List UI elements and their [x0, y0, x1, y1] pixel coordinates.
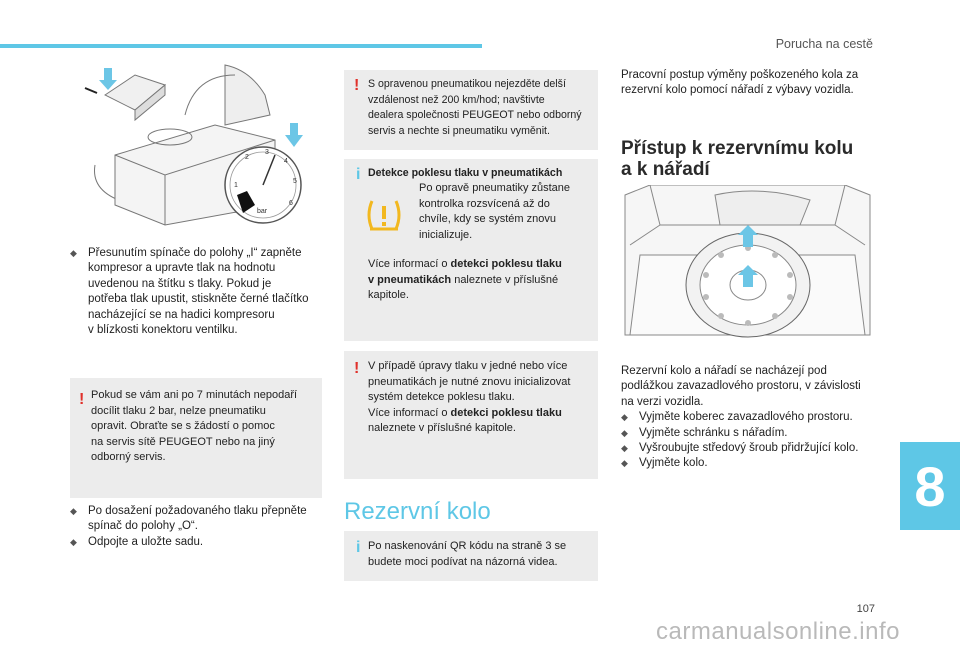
bullet-icon: ◆ — [621, 412, 628, 423]
bullet-icon: ◆ — [70, 248, 77, 258]
bullet-icon: ◆ — [621, 427, 628, 438]
bullet-icon: ◆ — [621, 443, 628, 454]
compressor-illustration — [75, 55, 325, 235]
section-heading: Přístup k rezervnímu kolu a k nářadí — [621, 138, 854, 180]
gauge-tick-label: 2 — [245, 154, 249, 161]
info-box-title: Detekce poklesu tlaku v pneumatikách — [368, 167, 563, 179]
gauge-tick-label: 1 — [234, 182, 238, 189]
bullet-icon: ◆ — [621, 458, 628, 469]
gauge-tick-label: 6 — [289, 200, 293, 207]
gauge-unit: bar — [257, 208, 268, 215]
info-box-qr: i Po naskenování QR kódu na straně 3 se budete moci podívat na názorná videa. — [344, 531, 598, 581]
arrow-down-icon — [290, 123, 298, 137]
arrow-up-icon — [743, 273, 753, 287]
gauge-tick-label: 4 — [284, 158, 288, 165]
alert-icon: ! — [354, 77, 360, 94]
arrow-down-icon — [104, 68, 112, 82]
warning-box: ! Pokud se vám ani po 7 minutách nepodaří docílit tlaku 2 bar, nelze pneumatiku opravit. Obraťte se s žádostí o pomoc na servis sítě PEUGEOT nebo na jiný odborný servis. — [70, 378, 322, 498]
watermark: carmanualsonline.info — [656, 618, 900, 645]
bullet-icon: ◆ — [70, 536, 77, 547]
warning-box: ! S opravenou pneumatikou nejezděte delší vzdálenost než 200 km/hod; navštivte dealera společnosti PEUGEOT nebo odborný servis a nechte si pneumatiku vyměnit. — [344, 70, 598, 150]
spare-wheel-illustration — [620, 185, 875, 345]
tire-pressure-warning-icon — [364, 195, 404, 235]
info-box-pressure-detection: i Detekce poklesu tlaku v pneumatikách Po opravě pneumatiky zůstane kontrolka rozsvícená až do chvíle, kdy se systém znovu inicializuje. Více informací o detekci poklesu tlaku v pneumatikách naleznete v příslušné kapitole. — [344, 159, 598, 341]
alert-icon: ! — [79, 391, 85, 408]
instruction-switch-off: ◆ Po dosažení požadovaného tlaku přepněte spínač do polohy „O“. ◆ Odpojte a uložte sadu. — [70, 504, 330, 550]
warning-box: ! V případě úpravy tlaku v jedné nebo více pneumatikách je nutné znovu inicializovat systém detekce poklesu tlaku. Více informací o detekci poklesu tlaku naleznete v příslušné kapitole. — [344, 351, 598, 479]
chapter-title: Porucha na cestě — [775, 37, 873, 51]
page-number: 107 — [856, 603, 875, 615]
section-title: Rezervní kolo — [344, 498, 491, 525]
arrow-up-icon — [743, 233, 753, 247]
spare-wheel-paragraph: Rezervní kolo a nářadí se nacházejí pod podlážkou zavazadlového prostoru, v závislosti na verzi vozidla. ◆ Vyjměte koberec zavazadlového prostoru. ◆ Vyjměte schránku s nářadím. ◆ Vyšroubujte středový šroub přidržující kolo. ◆ Vyjměte kolo. — [621, 364, 891, 472]
gauge-tick-label: 3 — [265, 149, 269, 156]
header-accent-bar — [0, 44, 482, 48]
bullet-icon: ◆ — [70, 506, 77, 516]
alert-icon: ! — [354, 360, 360, 377]
chapter-tab: 8 — [900, 442, 960, 530]
info-icon: i — [356, 539, 361, 556]
instruction-switch-on: ◆ Přesunutím spínače do polohy „I“ zapněte kompresor a upravte tlak na hodnotu uvedenou na štítku s tlaky. Pokud je potřeba tlak upustit, stiskněte černé tlačítko nacházející se na hadici kompresoru v blízkosti konektoru ventilku. — [70, 247, 309, 337]
gauge-tick-label: 5 — [293, 178, 297, 185]
info-icon: i — [356, 166, 361, 183]
intro-paragraph: Pracovní postup výměny poškozeného kola za rezervní kolo pomocí nářadí z výbavy vozidla. — [621, 69, 859, 97]
